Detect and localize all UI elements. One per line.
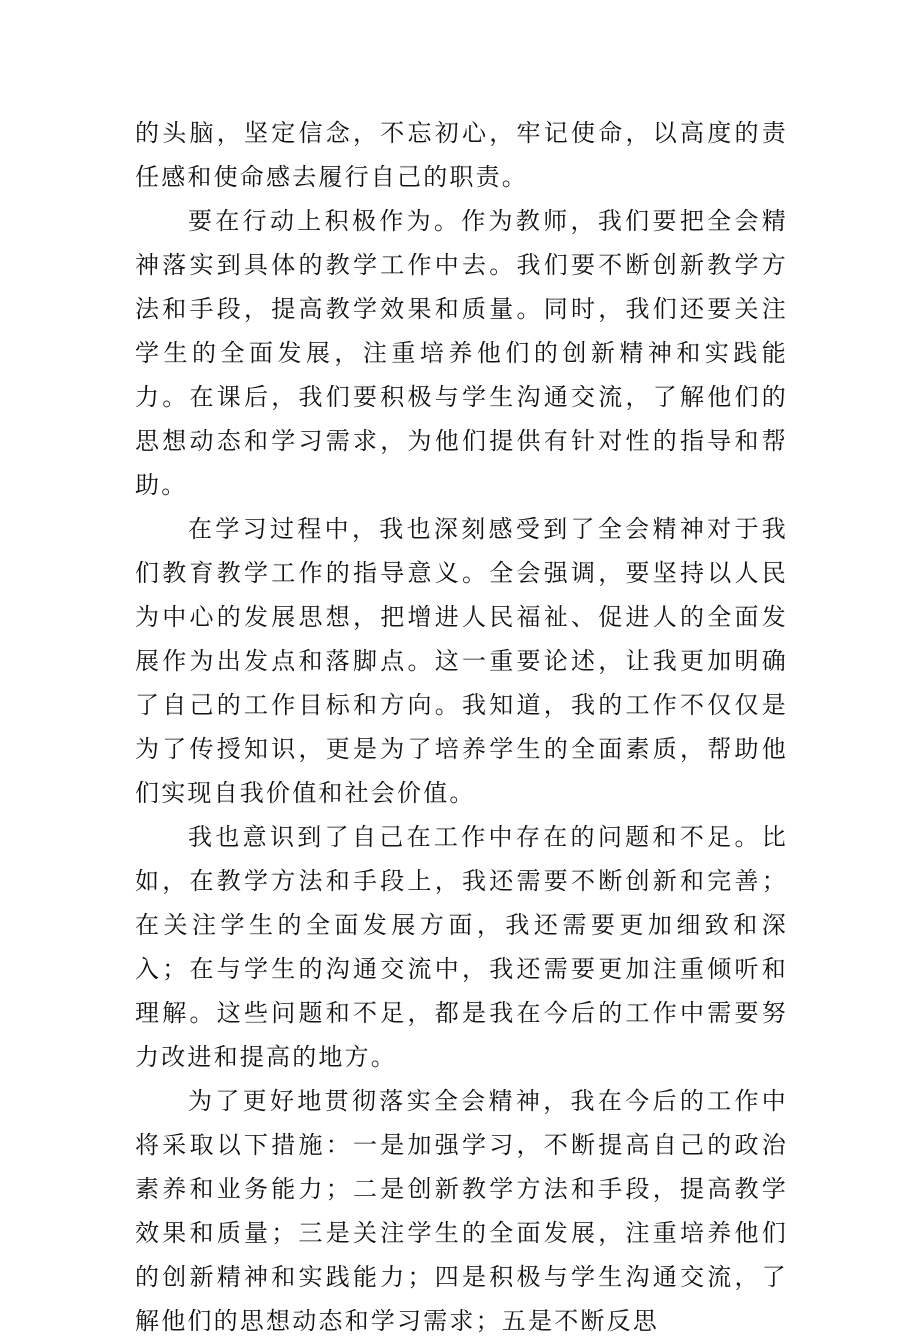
paragraph-measures: 为了更好地贯彻落实全会精神，我在今后的工作中将采取以下措施：一是加强学习，不断提高自己的政治素养和业务能力；二是创新教学方法和手段，提高教学效果和质量；三是关注学生的全面发展，注重培养他们的创新精神和实践能力；四是积极与学生沟通交流，了解他们的思想动态和学习需求；五是不断反思 [135,1087,788,1335]
document-body [135,111,788,1343]
paragraph-continuation: 的头脑，坚定信念，不忘初心，牢记使命，以高度的责任感和使命感去履行自己的职责。 [135,119,788,191]
paragraph-shortcomings: 我也意识到了自己在工作中存在的问题和不足。比如，在教学方法和手段上，我还需要不断创新和完善；在关注学生的全面发展方面，我还需要更加细致和深入；在与学生的沟通交流中，我还需要更加注重倾听和理解。这些问题和不足，都是我在今后的工作中需要努力改进和提高的地方。 [135,823,788,1071]
paragraph-learning: 在学习过程中，我也深刻感受到了全会精神对于我们教育教学工作的指导意义。全会强调，要坚持以人民为中心的发展思想，把增进人民福祉、促进人的全面发展作为出发点和落脚点。这一重要论述，让我更加明确了自己的工作目标和方向。我知道，我的工作不仅仅是为了传授知识，更是为了培养学生的全面素质，帮助他们实现自我价值和社会价值。 [135,515,788,807]
paragraph-action: 要在行动上积极作为。作为教师，我们要把全会精神落实到具体的教学工作中去。我们要不断创新教学方法和手段，提高教学效果和质量。同时，我们还要关注学生的全面发展，注重培养他们的创新精神和实践能力。在课后，我们要积极与学生沟通交流，了解他们的思想动态和学习需求，为他们提供有针对性的指导和帮助。 [135,207,788,499]
